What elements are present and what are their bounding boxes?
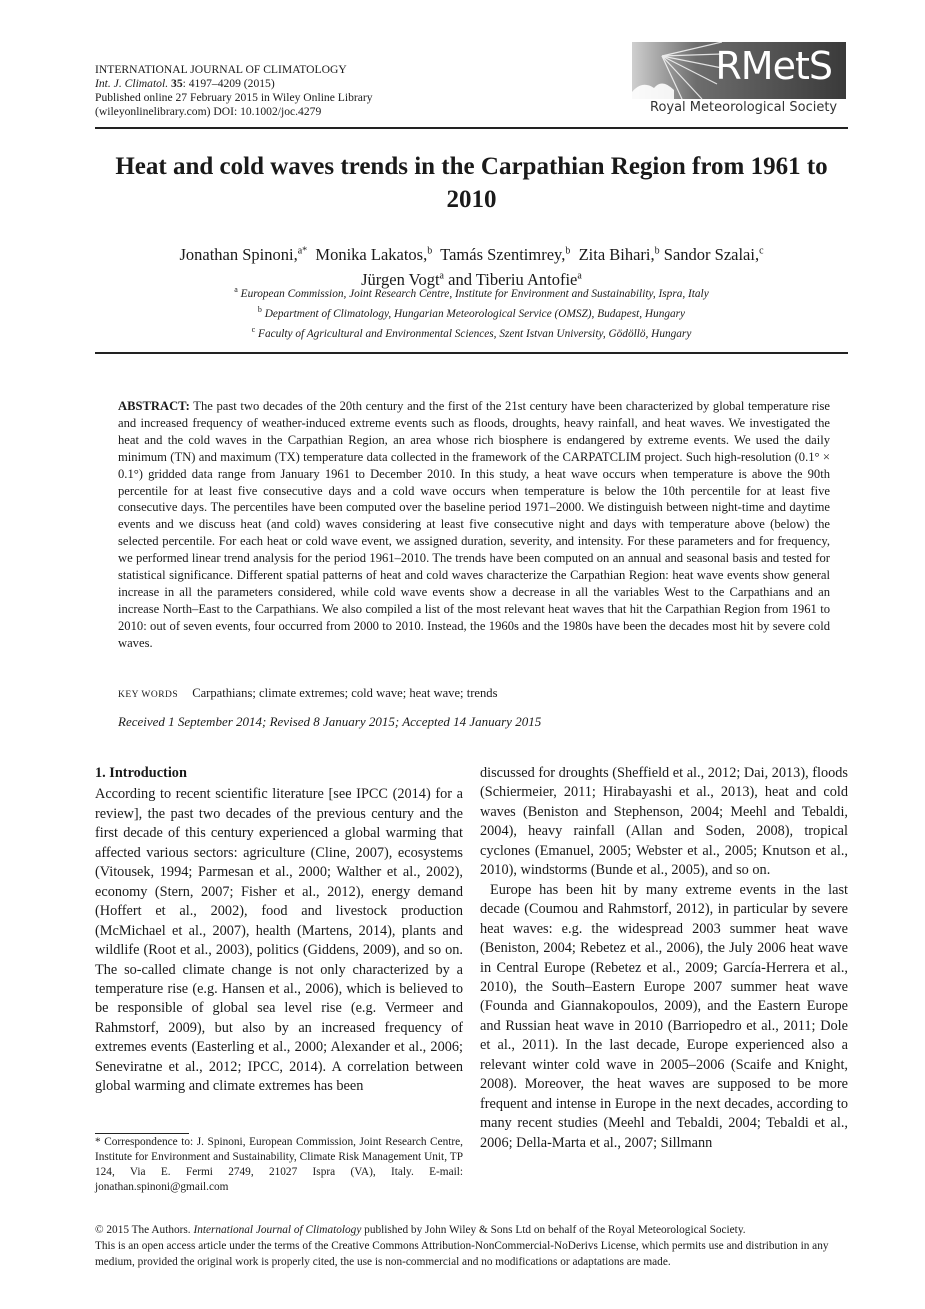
right-column (480, 764, 848, 1153)
license-text: This is an open access article under the terms of the Creative Commons Attribution-NonCommercial-NoDerivs License, which permits use and distribution in any medium, provided the original work is properly cited, the use is non-commercial and no modifications or adaptations are made. (95, 1240, 829, 1268)
paragraph: Europe has been hit by many extreme events in the last decade (Coumou and Rahmstorf, 2012), in particular by severe heat waves: e.g. the widespread 2003 summer heat wave (Beniston, 2004; Rebetez et al., 2006), the July 2006 heat wave in Central Europe (Rebetez et al., 2009; García-Herrera et al., 2010), the South–Eastern Europe 2007 summer heat wave (Founda and Giannakopoulos, 2009), and the Eastern Europe and Russian heat wave in 2010 (Barriopedro et al., 2011; Dole et al., 2011). In the last decade, Europe experienced also a relevant winter cold wave in 2005–2006 (Scaife and Knight, 2008). Moreover, the heat waves are supposed to be more frequent and intense in Europe in the next decades, according to many recent studies (Meehl and Tebaldi, 2004; Tebaldi et al., 2006; Della-Marta et al., 2007; Sillmann (480, 881, 848, 1151)
author: and Tiberiu Antofie$^a$ (448, 270, 582, 289)
header-rule (95, 127, 848, 129)
received-dates: Received 1 September 2014; Revised 8 January 2015; Accepted 14 January 2015 (118, 714, 542, 729)
section-heading: 1. Introduction (95, 765, 187, 781)
sunburst-icon (632, 42, 722, 99)
abstract (118, 398, 830, 652)
author: Tamás Szentimrey,$^b$ (440, 244, 571, 264)
paper-title: Heat and cold waves trends in the Carpathian Region from 1961 to 2010 (115, 153, 828, 213)
copyright-line: © 2015 The Authors. International Journal of Climatology published by John Wiley & Sons Ltd on behalf of the Royal Meteorological Society. (95, 1224, 746, 1236)
author: Sandor Szalai,$^c$ (663, 244, 764, 264)
journal-header (95, 63, 373, 119)
abstract-text: The past two decades of the 20th century and the first of the 21st century have been characterized by global temperature rise and increased frequency of weather-induced extreme events such as floods, droughts, heavy rainfall, and heat waves. We investigated the heat and the cold waves in the Carpathian Region, an area whose rich biosphere is endangered by extreme events. We used the daily minimum (TN) and maximum (TX) temperature data collected in the framework of the CARPATCLIM project. Such high-resolution (0.1° × 0.1°) gridded data range from January 1961 to December 2010. In this study, a heat wave occurs when temperature is above the 90th percentile for at least five consecutive days and a cold wave occurs when temperature is below the 10th percentile for at least five consecutive days. The percentiles have been computed over the baseline period 1971–2000. We distinguish between night-time and daytime events and we discuss heat (and cold) waves considering at least five consecutive night and days with temperature above (below) the selected percentile. For each heat or cold wave event, we assigned duration, severity, and intensity. For these parameters and for frequency, we performed linear trend analysis for the period 1961–2010. The trends have been computed on an annual and seasonal basis and tested for statistical significance. Different spatial patterns of heat and cold waves characterize the Carpathian Region: heat wave events show general increase in all the parameters considered, while cold wave events show a decrease in all the variables West to the Carpathians and an increase North–East to the Carpathians. We also compiled a list of the most relevant heat waves that hit the Carpathian Region from 1961 to 2010: out of seven events, four occurred from 2000 to 2010. Instead, the 1960s and the 1980s have been the decades most hit by severe cold waves. (118, 399, 830, 650)
rmets-logo (632, 42, 846, 120)
abstract-label: ABSTRACT: (118, 399, 190, 413)
author: Jürgen Vogt$^a$ (361, 270, 444, 289)
license-footer (95, 1222, 848, 1270)
paragraph: According to recent scientific literature [see IPCC (2014) for a review], the past two decades of the previous century and the first decade of this century experienced a global warming that affected various sectors: agriculture (Cline, 2007), ecosystems (Vitousek, 1994; Parmesan et al., 2000; Walther et al., 2002), economy (Stern, 2007; Fisher et al., 2012), energy demand (Hoffert et al., 2002), food and livestock production (McMichael et al., 2007), health (Martens, 2014), plants and wildlife (Root et al., 2003), politics (Giddens, 2009), and so on. The so-called climate change is not only characterized by a temperature rise (e.g. Hansen et al., 2006), which is believed to be responsible of global sea level rise (e.g. Vermeer and Rahmstorf, 2009), but also by an increased frequency of extremes events (Easterling et al., 2000; Alexander et al., 2006; Seneviratne et al., 2012; IPCC, 2014). A correlation between global warming and climate extremes has been (95, 786, 463, 1095)
logo-mark: RMetS (715, 44, 832, 88)
title-rule (95, 352, 848, 354)
paragraph: discussed for droughts (Sheffield et al., 2012; Dai, 2013), floods (Schiermeier, 2011; Hirabayashi et al., 2013), heat and cold waves (Beniston and Stephenson, 2004; Meehl and Tebaldi, 2004), heavy rainfall (Allan and Soden, 2008), tropical cyclones (Emanuel, 2005; Webster et al., 2005; Knutson et al., 2010), windstorms (Bunde et al., 2005), and so on. (480, 765, 848, 879)
keywords (118, 686, 497, 701)
footnote-rule (95, 1133, 189, 1134)
logo-society: Royal Meteorological Society (650, 100, 838, 115)
affiliation: $^a$ European Commission, Joint Research Centre, Institute for Environment and Sustainability, Ispra, Italy (234, 285, 709, 300)
keywords-label: KEY WORDS (118, 690, 179, 700)
published-line: Published online 27 February 2015 in Wiley Online Library (95, 91, 373, 104)
logo-banner (632, 42, 846, 99)
correspondence-footnote: * Correspondence to: J. Spinoni, European Commission, Joint Research Centre, Institute for Environment and Sustainability, Climate Risk Management Unit, TP 124, Via E. Fermi 2749, 21027 Ispra (VA), Italy. E-mail: jonathan.spinoni@gmail.com (95, 1136, 463, 1193)
keywords-text: Carpathians; climate extremes; cold wave; heat wave; trends (192, 686, 498, 700)
author: Monika Lakatos,$^b$ (315, 244, 433, 264)
citation: Int. J. Climatol. 35: 4197–4209 (2015) (95, 77, 275, 90)
left-column (95, 764, 463, 1097)
author: Zita Bihari,$^b$ (578, 244, 660, 264)
doi-line[interactable]: (wileyonlinelibrary.com) DOI: 10.1002/joc.4279 (95, 105, 322, 118)
affiliation: $^b$ Department of Climatology, Hungarian Meteorological Service (OMSZ), Budapest, Hungary (257, 304, 686, 320)
author: Jonathan Spinoni,$^{a*}$ (179, 244, 308, 264)
journal-name: INTERNATIONAL JOURNAL OF CLIMATOLOGY (95, 63, 347, 76)
affiliations (95, 282, 848, 341)
affiliation: $^c$ Faculty of Agricultural and Environmental Sciences, Szent Istvan University, Gödöllö, Hungary (251, 324, 692, 340)
